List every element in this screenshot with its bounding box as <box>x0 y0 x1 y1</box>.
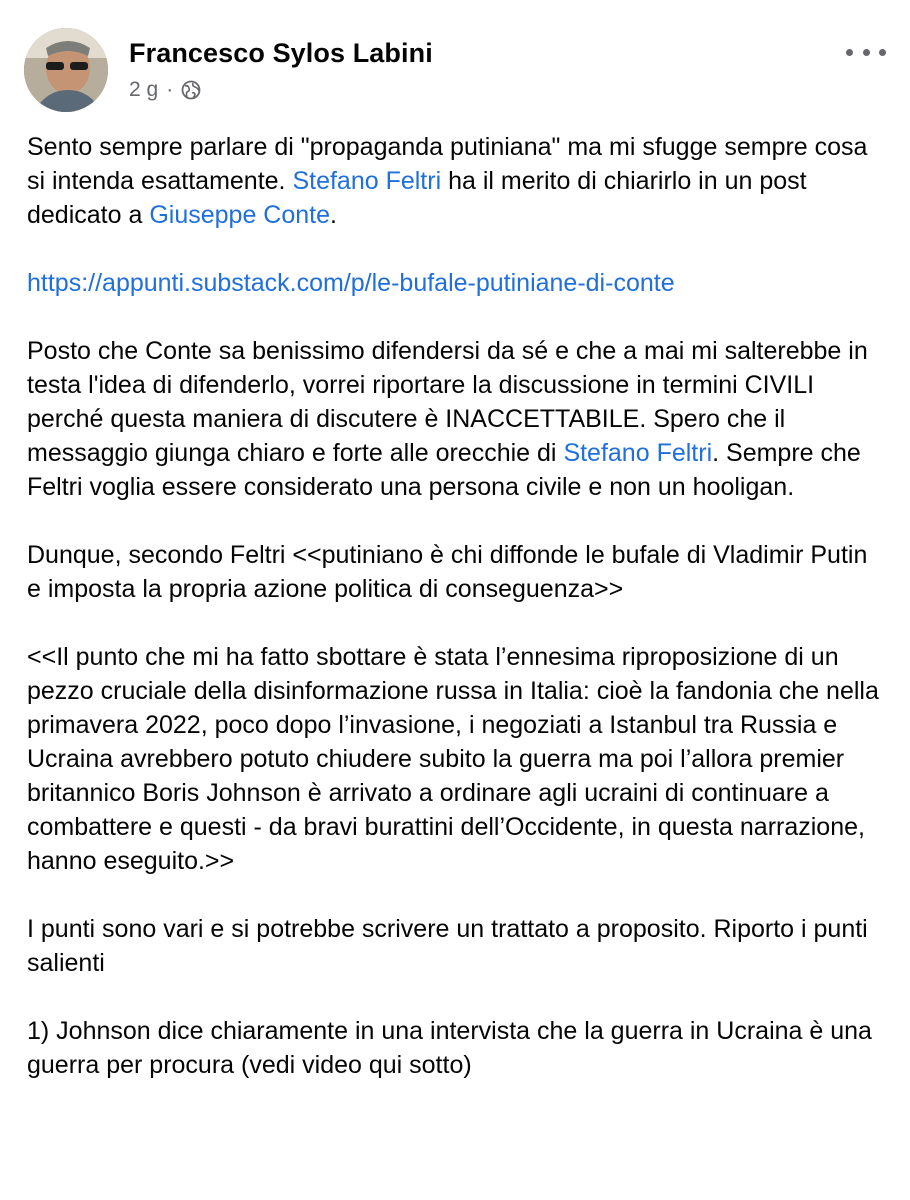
post-paragraph: Dunque, secondo Feltri <<putiniano è chi diffonde le bufale di Vladimir Putin e imposta la propria azione politica di conseguenza>> <box>27 541 868 603</box>
url-link[interactable]: https://appunti.substack.com/p/le-bufale-putiniane-di-conte <box>27 269 675 297</box>
author-name[interactable]: Francesco Sylos Labini <box>129 38 433 68</box>
post-paragraph <box>27 334 887 504</box>
post-time[interactable]: 2 g <box>129 78 159 101</box>
mention-link[interactable]: Giuseppe Conte <box>149 201 331 229</box>
post-paragraph <box>27 130 887 232</box>
post-text: ha il merito di chiarirlo in un post dedicato a <box>27 167 807 229</box>
post-paragraph: <<Il punto che mi ha fatto sbottare è stata l’ennesima riproposizione di un pezzo cruciale della disinformazione russa in Italia: cioè la fandonia che nella primavera 2022, poco dopo l’invasione, i negoziati a Istanbul tra Russia e Ucraina avrebbero potuto chiudere subito la guerra ma poi l’allora premier britannico Boris Johnson è arrivato a ordinare agli ucraini di continuare a combattere e questi - da bravi burattini dell’Occidente, in questa narrazione, hanno eseguito.>> <box>27 643 879 875</box>
post-body <box>27 130 887 1116</box>
post-header <box>0 0 910 120</box>
more-options-icon[interactable] <box>846 40 886 64</box>
mention-link[interactable]: Stefano Feltri <box>563 439 713 467</box>
globe-icon <box>181 80 201 100</box>
meta-separator: · <box>166 78 174 101</box>
post-meta <box>129 78 201 102</box>
post-text: . Sempre che Feltri voglia essere considerato una persona civile e non un hooligan. <box>27 439 861 501</box>
mention-link[interactable]: Stefano Feltri <box>292 167 442 195</box>
post-text: Posto che Conte sa benissimo difendersi da sé e che a mai mi salterebbe in testa l'idea di difenderlo, vorrei riportare la discussione in termini CIVILI perché questa maniera di discutere è INACCETTABILE. Spero che il messaggio giunga chiaro e forte alle orecchie di <box>27 337 868 467</box>
post-paragraph: 1) Johnson dice chiaramente in una intervista che la guerra in Ucraina è una guerra per procura (vedi video qui sotto) <box>27 1017 872 1079</box>
dot <box>863 49 870 56</box>
post-text: . <box>330 201 337 229</box>
post-paragraph <box>27 266 887 300</box>
dot <box>846 49 853 56</box>
post-text: Sento sempre parlare di "propaganda putiniana" ma mi sfugge sempre cosa si intenda esattamente. <box>27 133 868 195</box>
author-avatar[interactable] <box>24 28 108 112</box>
dot <box>879 49 886 56</box>
post-paragraph: I punti sono vari e si potrebbe scrivere un trattato a proposito. Riporto i punti salienti <box>27 915 868 977</box>
